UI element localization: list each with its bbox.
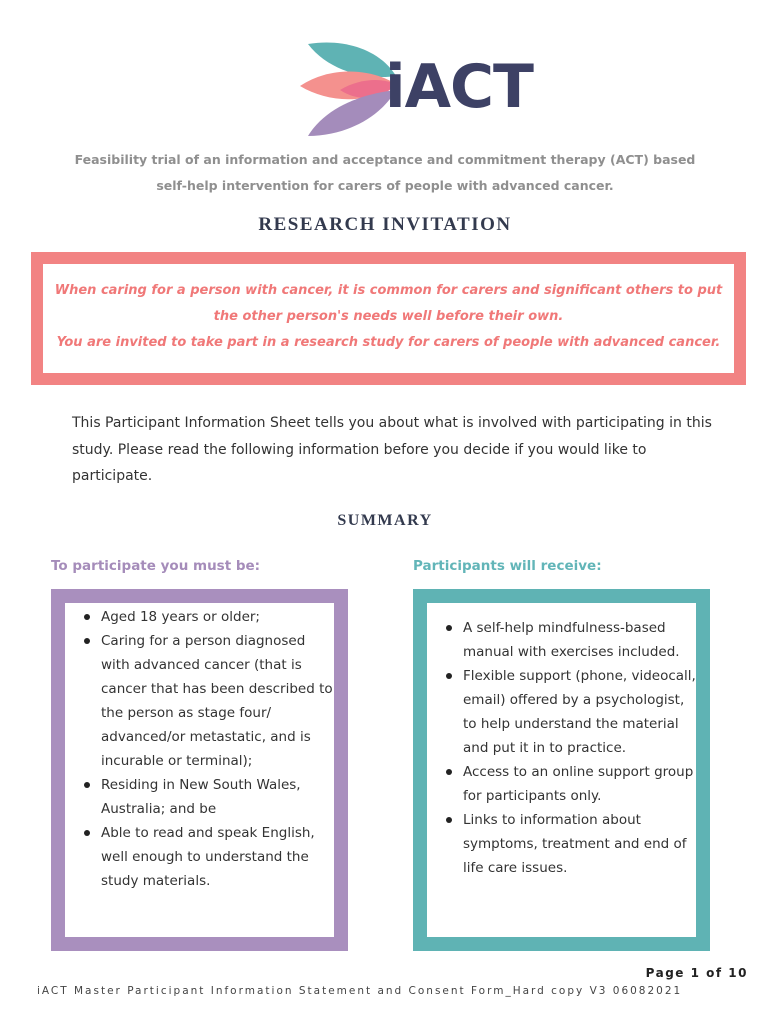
callout-line3: You are invited to take part in a research study for carers of people with advanced cancer.	[56, 335, 721, 350]
eligibility-list	[65, 603, 334, 893]
list-item: Able to read and speak English, well enough to understand the study materials.	[101, 821, 334, 893]
eligibility-heading: To participate you must be:	[51, 558, 261, 574]
page-title: RESEARCH INVITATION	[258, 214, 512, 235]
callout-line1: When caring for a person with cancer, it is common for carers and significant others to put	[54, 283, 723, 298]
invitation-callout-body	[43, 264, 734, 373]
list-item: Links to information about symptoms, treatment and end of life care issues.	[463, 808, 696, 880]
callout-line2: the other person's needs well before their own.	[213, 309, 564, 324]
intro-paragraph: This Participant Information Sheet tells you about what is involved with participating in this study. Please read the following information before you decide if you would like to participate.	[72, 415, 712, 484]
benefits-list	[427, 603, 696, 880]
summary-heading: SUMMARY	[337, 512, 433, 529]
benefits-box-body	[427, 603, 696, 937]
list-item: Caring for a person diagnosed with advanced cancer (that is cancer that has been described to the person as stage four/ advanced/or metastatic, and is incurable or terminal);	[101, 629, 334, 773]
invitation-callout	[31, 252, 746, 385]
benefits-heading: Participants will receive:	[413, 558, 602, 574]
list-item: Access to an online support group for participants only.	[463, 760, 696, 808]
document-footer: iACT Master Participant Information Statement and Consent Form_Hard copy V3 06082021	[37, 985, 683, 997]
logo-wordmark: iACT	[385, 52, 533, 122]
list-item: Residing in New South Wales, Australia; and be	[101, 773, 334, 821]
benefits-box	[413, 589, 710, 951]
list-item: A self-help mindfulness-based manual with exercises included.	[463, 616, 696, 664]
list-item: Flexible support (phone, videocall, email) offered by a psychologist, to help understand the material and put it in to practice.	[463, 664, 696, 760]
trial-subtitle-line1: Feasibility trial of an information and acceptance and commitment therapy (ACT) based	[74, 152, 696, 167]
list-item: Aged 18 years or older;	[101, 605, 334, 629]
eligibility-box-body	[65, 603, 334, 937]
trial-subtitle-line2: self-help intervention for carers of people with advanced cancer.	[156, 178, 614, 193]
eligibility-box	[51, 589, 348, 951]
page-number: Page 1 of 10	[645, 966, 748, 980]
